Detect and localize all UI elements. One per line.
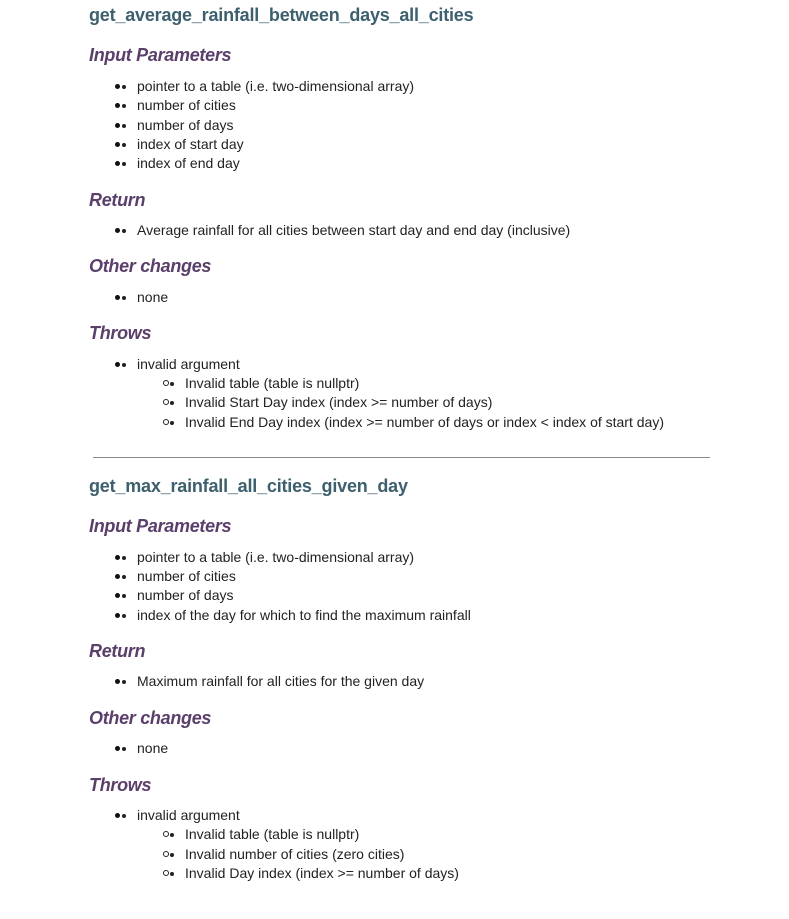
other-changes-heading: Other changes — [89, 708, 212, 728]
list-item: • index of the day for which to find the maximum rainfall — [137, 606, 471, 625]
input-parameters-heading: Input Parameters — [89, 45, 232, 65]
throws-heading: Throws — [89, 323, 152, 343]
list-item: • Maximum rainfall for all cities for the given day — [137, 672, 424, 691]
function-title: get_max_rainfall_all_cities_given_day — [89, 476, 408, 496]
list-item: • none — [137, 288, 168, 307]
list-item: • pointer to a table (i.e. two-dimensional array) — [137, 548, 414, 567]
list-item: • number of cities — [137, 567, 236, 586]
list-item: • index of start day — [137, 135, 244, 154]
list-item: • invalid argument — [137, 355, 240, 374]
return-heading: Return — [89, 190, 146, 210]
sub-list-item: • Invalid number of cities (zero cities) — [185, 845, 404, 864]
list-item: • invalid argument — [137, 806, 240, 825]
list-item: • Average rainfall for all cities between start day and end day (inclusive) — [137, 221, 570, 240]
sub-list-item: • Invalid End Day index (index >= number of days or index < index of start day) — [185, 413, 664, 432]
return-heading: Return — [89, 641, 146, 661]
sub-list-item: • Invalid table (table is nullptr) — [185, 825, 359, 844]
list-item: • index of end day — [137, 154, 240, 173]
other-changes-heading: Other changes — [89, 256, 212, 276]
sub-list-item: • Invalid table (table is nullptr) — [185, 374, 359, 393]
horizontal-rule — [93, 457, 710, 458]
sub-list-item: • Invalid Day index (index >= number of days) — [185, 864, 459, 883]
sub-list-item: • Invalid Start Day index (index >= number of days) — [185, 393, 492, 412]
list-item: • pointer to a table (i.e. two-dimensional array) — [137, 77, 414, 96]
throws-heading: Throws — [89, 775, 152, 795]
list-item: • number of days — [137, 116, 234, 135]
function-title: get_average_rainfall_between_days_all_cities — [89, 5, 474, 25]
input-parameters-heading: Input Parameters — [89, 516, 232, 536]
list-item: • number of days — [137, 586, 234, 605]
list-item: • number of cities — [137, 96, 236, 115]
list-item: • none — [137, 739, 168, 758]
